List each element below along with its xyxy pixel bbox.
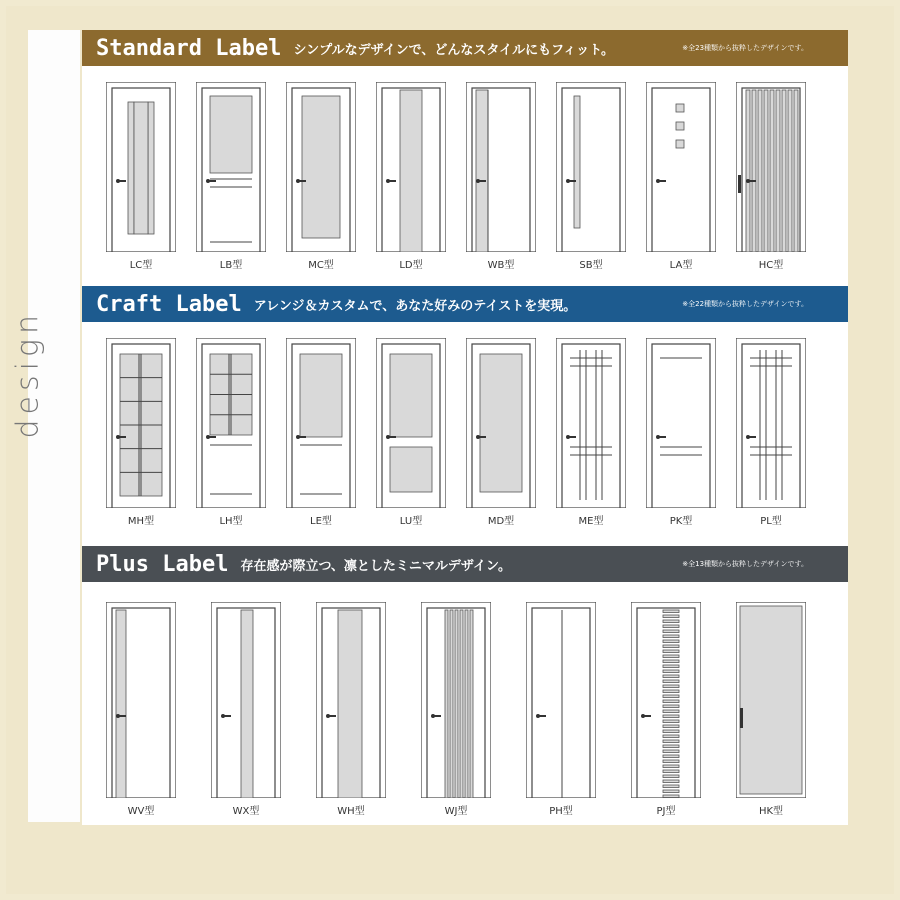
section-note: ※全13種類から抜粋したデザインです。 [682, 560, 808, 568]
door-code-label: LA型 [669, 260, 693, 271]
door-illustration-lc [106, 82, 176, 252]
door-illustration-hc [736, 82, 806, 252]
section-subtitle: 存在感が際立つ、凛としたミニマルデザイン。 [240, 558, 511, 574]
door-code-label: LB型 [219, 260, 243, 271]
door-code-label: PH型 [549, 806, 573, 817]
door-illustration-pl [736, 338, 806, 508]
section-note: ※全23種類から抜粋したデザインです。 [682, 44, 808, 52]
door-illustration-md [466, 338, 536, 508]
door-illustration-wh [316, 602, 386, 798]
door-code-label: WJ型 [444, 806, 468, 817]
side-label [11, 387, 46, 439]
door-row-standard [82, 70, 848, 280]
door-code-label: WH型 [337, 806, 365, 817]
door-illustration-me [556, 338, 626, 508]
door-code-label: LD型 [399, 260, 423, 271]
door-code-label: LE型 [310, 516, 332, 527]
banner-craft-label [82, 286, 848, 322]
door-illustration-wv [106, 602, 176, 798]
door-illustration-ld [376, 82, 446, 252]
door-illustration-mh [106, 338, 176, 508]
section-title: Plus Label [96, 551, 229, 577]
door-code-label: HK型 [758, 806, 784, 817]
door-illustration-hk [736, 602, 806, 798]
door-illustration-wb [466, 82, 536, 252]
door-code-label: MC型 [308, 260, 334, 271]
door-illustration-lb [196, 82, 266, 252]
door-illustration-lh [196, 338, 266, 508]
door-illustration-pk [646, 338, 716, 508]
section-title: Craft Label [96, 291, 242, 317]
door-code-label: PK型 [669, 516, 693, 527]
section-title: Standard Label [96, 35, 282, 61]
door-illustration-lu [376, 338, 446, 508]
door-code-label: PJ型 [656, 806, 676, 817]
door-code-label: MH型 [127, 516, 155, 527]
section-subtitle: シンプルなデザインで、どんなスタイルにもフィット。 [293, 42, 614, 58]
door-code-label: WX型 [232, 806, 260, 817]
door-code-label: MD型 [487, 516, 515, 527]
door-code-label: LU型 [399, 516, 423, 527]
door-code-label: SB型 [579, 260, 603, 271]
door-row-plus [82, 590, 848, 820]
door-code-label: PL型 [760, 516, 782, 527]
door-code-label: HC型 [758, 260, 784, 271]
door-code-label: LH型 [219, 516, 243, 527]
door-row-craft [82, 326, 848, 536]
section-note: ※全22種類から抜粋したデザインです。 [682, 300, 808, 308]
door-illustration-pj [631, 602, 701, 798]
door-illustration-wx [211, 602, 281, 798]
door-illustration-sb [556, 82, 626, 252]
banner-plus-label [82, 546, 848, 582]
door-code-label: WB型 [487, 260, 515, 271]
door-code-label: WV型 [127, 806, 155, 817]
door-illustration-le [286, 338, 356, 508]
section-subtitle: アレンジ＆カスタムで、あなた好みのテイストを実現。 [253, 298, 577, 314]
door-illustration-ph [526, 602, 596, 798]
door-code-label: ME型 [578, 516, 604, 527]
banner-standard-label [82, 30, 848, 66]
door-illustration-wj [421, 602, 491, 798]
door-illustration-la [646, 82, 716, 252]
door-illustration-mc [286, 82, 356, 252]
door-code-label: LC型 [129, 260, 153, 271]
